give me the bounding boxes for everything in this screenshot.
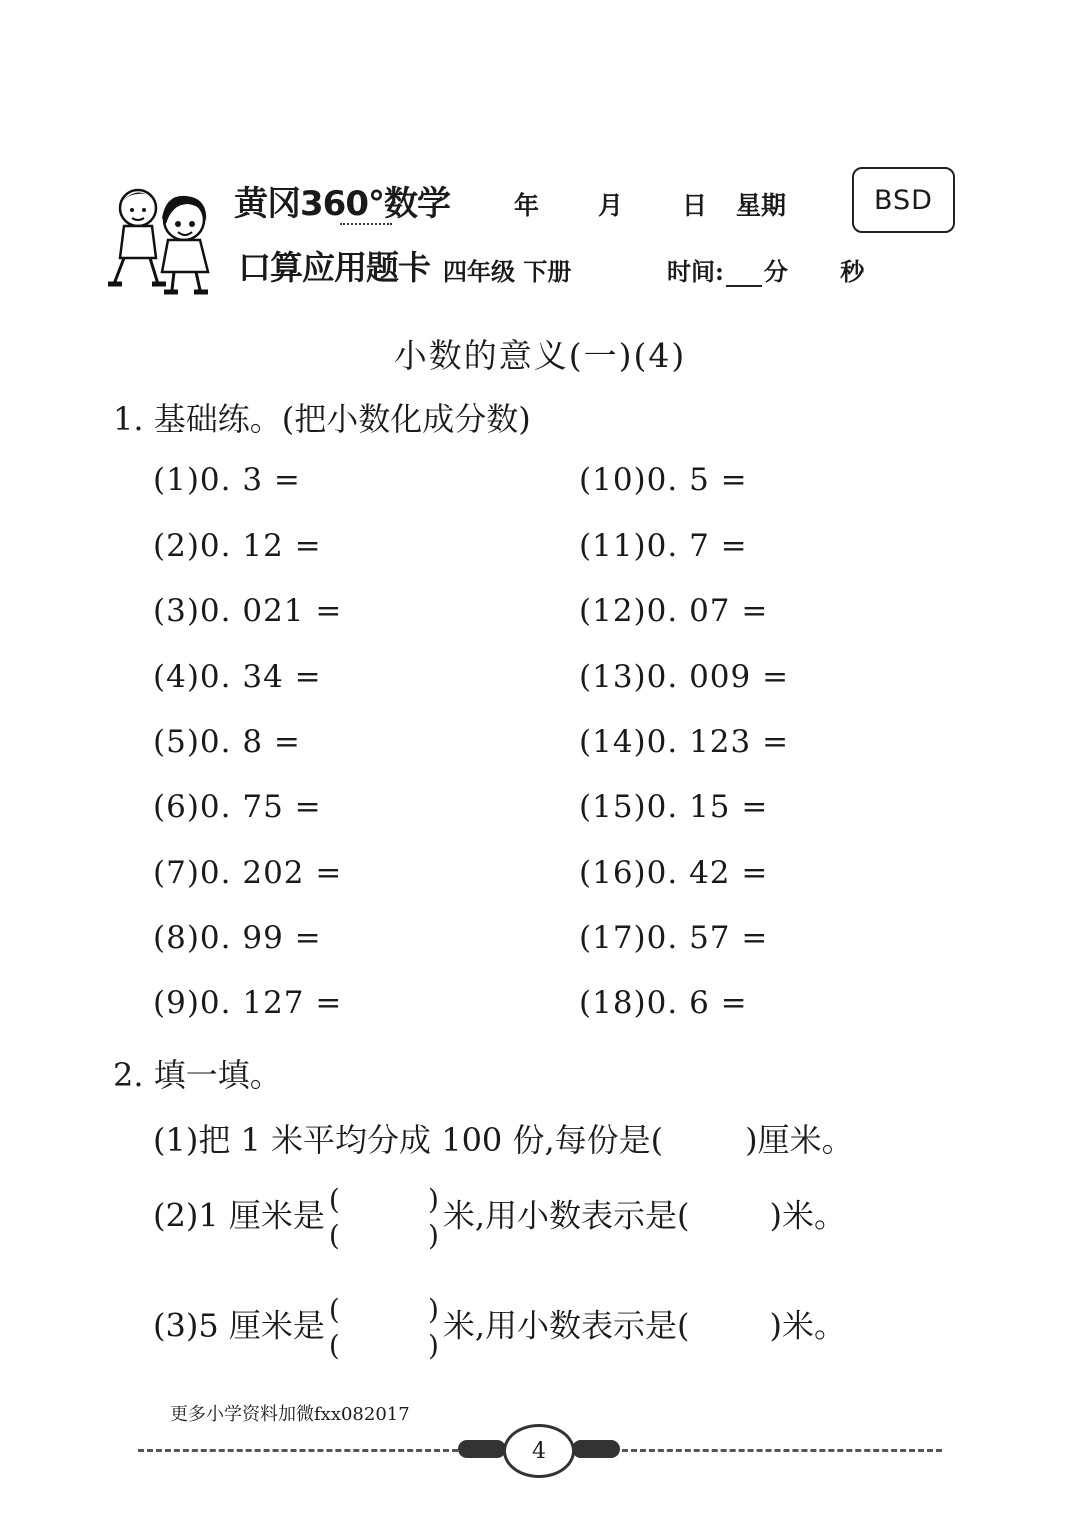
year-label: 年: [514, 191, 540, 220]
weekday-label: 星期: [736, 191, 787, 220]
question-11: (11)0. 7 =: [579, 528, 748, 564]
fill-question-2-middle: 米,用小数表示是(: [442, 1196, 690, 1235]
brand-title: 黄冈360°数学: [234, 184, 450, 224]
question-6: (6)0. 75 =: [153, 789, 322, 825]
question-17: (17)0. 57 =: [579, 920, 769, 956]
question-3: (3)0. 021 =: [153, 593, 343, 629]
question-1: (1)0. 3 =: [153, 462, 301, 498]
fill-question-1-prefix: (1)把 1 米平均分成 100 份,每份是(: [153, 1121, 664, 1159]
fill-question-2: [153, 1183, 847, 1252]
fill-question-3-middle: 米,用小数表示是(: [442, 1306, 690, 1345]
question-4: (4)0. 34 =: [153, 659, 322, 695]
question-5: (5)0. 8 =: [153, 724, 301, 760]
fill-question-3-prefix: (3)5 厘米是: [153, 1306, 325, 1345]
question-12: (12)0. 07 =: [579, 593, 769, 629]
question-18: (18)0. 6 =: [579, 985, 748, 1021]
fill-question-1: [153, 1115, 854, 1161]
question-14: (14)0. 123 =: [579, 724, 790, 760]
edition-badge: BSD: [852, 167, 955, 233]
footer-ornament-right: [572, 1440, 620, 1458]
brand-divider: [340, 223, 392, 225]
fill-question-2-prefix: (2)1 厘米是: [153, 1196, 325, 1235]
section1-heading: 1. 基础练。(把小数化成分数): [113, 400, 531, 438]
question-9: (9)0. 127 =: [153, 985, 343, 1021]
fill-question-2-suffix: )米。: [769, 1196, 847, 1235]
mascot-children-illustration: [100, 180, 230, 298]
page-title: 小数的意义(一)(4): [393, 336, 687, 375]
minutes-label: 分: [763, 257, 788, 286]
day-label: 日: [682, 191, 708, 220]
footer-ornament-left: [458, 1440, 506, 1458]
fraction-blank-2[interactable]: ( ) ( ): [328, 1183, 439, 1252]
fill-question-3-suffix: )米。: [769, 1306, 847, 1345]
time-label-text: 时间:: [667, 257, 724, 286]
seconds-label: 秒: [840, 257, 865, 286]
question-15: (15)0. 15 =: [579, 789, 769, 825]
minutes-blank[interactable]: [726, 267, 762, 287]
fill-question-1-suffix: )厘米。: [745, 1121, 854, 1159]
footer-dashed-line-right: [622, 1449, 942, 1452]
fraction-blank-3[interactable]: ( ) ( ): [328, 1293, 439, 1362]
fill-question-3: [153, 1293, 847, 1362]
question-2: (2)0. 12 =: [153, 528, 322, 564]
brand-subtitle: 口算应用题卡: [238, 248, 430, 287]
footer-note: 更多小学资料加微fxx082017: [170, 1404, 410, 1425]
footer-dashed-line-left: [138, 1449, 458, 1452]
question-13: (13)0. 009 =: [579, 659, 790, 695]
grade-label: 四年级 下册: [443, 257, 572, 286]
time-field[interactable]: [667, 252, 864, 287]
month-label: 月: [598, 191, 624, 220]
question-16: (16)0. 42 =: [579, 855, 769, 891]
section2-heading: 2. 填一填。: [113, 1056, 282, 1094]
question-7: (7)0. 202 =: [153, 855, 343, 891]
page-number: 4: [503, 1424, 575, 1478]
question-10: (10)0. 5 =: [579, 462, 748, 498]
question-8: (8)0. 99 =: [153, 920, 322, 956]
